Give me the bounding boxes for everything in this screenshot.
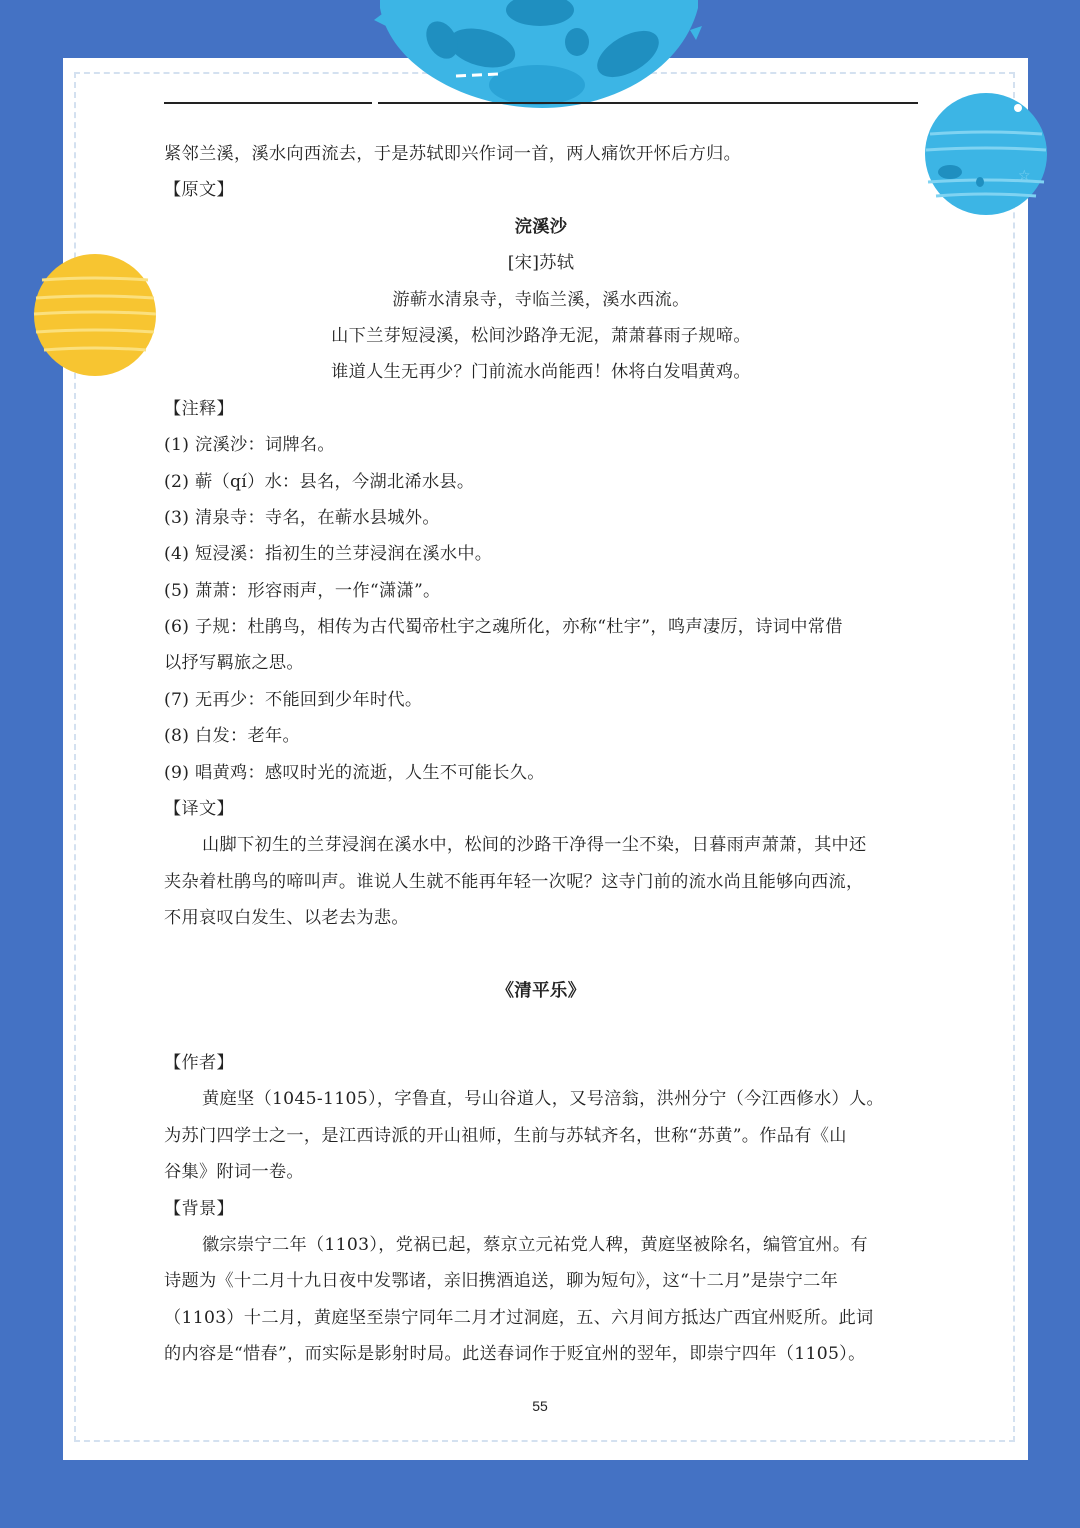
text-line: （1103）十二月，黄庭坚至崇宁同年二月才过洞庭，五、六月间方抵达广西宜州贬所。此词 <box>164 1307 874 1328</box>
yellow-planet-decoration <box>30 250 160 380</box>
blue-planet-decoration <box>922 90 1050 218</box>
text-line: 【作者】 <box>164 1052 234 1073</box>
text-line: (2) 蕲（qí）水：县名，今湖北浠水县。 <box>164 471 475 492</box>
header-rule-left <box>164 102 372 104</box>
header-rule-right <box>378 102 918 104</box>
text-line: 谷集》附词一卷。 <box>164 1162 304 1183</box>
text-line: (6) 子规：杜鹃鸟，相传为古代蜀帝杜宇之魂所化，亦称“杜宇”，鸣声凄厉，诗词中常借 <box>164 617 843 638</box>
text-line: [宋]苏轼 <box>507 253 575 274</box>
text-line: (1) 浣溪沙：词牌名。 <box>164 435 335 456</box>
text-line: 为苏门四学士之一，是江西诗派的开山祖师，生前与苏轼齐名，世称“苏黄”。作品有《山 <box>164 1125 847 1146</box>
text-line: 浣溪沙 <box>514 216 568 237</box>
text-line: (7) 无再少：不能回到少年时代。 <box>164 689 423 710</box>
huang-section <box>164 1045 918 1373</box>
text-line: 【译文】 <box>164 799 234 820</box>
text-line: (3) 清泉寺：寺名，在蕲水县城外。 <box>164 507 440 528</box>
section-title: 《清平乐》 <box>496 980 586 1001</box>
page-number: 55 <box>532 1398 548 1414</box>
text-line: 【背景】 <box>164 1198 234 1219</box>
text-line: 诗题为《十二月十九日夜中发鄂诸，亲旧携酒追送，聊为短句》，这“十二月”是崇宁二年 <box>164 1271 839 1292</box>
text-line: 夹杂着杜鹃鸟的啼叫声。谁说人生就不能再年轻一次呢？这寺门前的流水尚且能够向西流， <box>164 871 864 892</box>
text-line: 紧邻兰溪，溪水向西流去，于是苏轼即兴作词一首，两人痛饮开怀后方归。 <box>164 144 742 164</box>
svg-text:☆: ☆ <box>1018 168 1031 184</box>
sushi-section <box>164 136 918 937</box>
text-line: 【注释】 <box>164 398 234 419</box>
text-line: 谁道人生无再少？门前流水尚能西！休将白发唱黄鸡。 <box>331 362 751 383</box>
text-line: (5) 萧萧：形容雨声，一作“潇潇”。 <box>164 580 441 601</box>
text-line: 以抒写羁旅之思。 <box>164 653 304 674</box>
text-line: 山脚下初生的兰芽浸润在溪水中，松间的沙路干净得一尘不染，日暮雨声萧萧，其中还 <box>202 835 867 856</box>
top-moon-decoration <box>372 0 708 112</box>
text-line: (9) 唱黄鸡：感叹时光的流逝，人生不可能长久。 <box>164 762 545 783</box>
text-line: (8) 白发：老年。 <box>164 726 300 747</box>
text-line: 徽宗崇宁二年（1103），党祸已起，蔡京立元祐党人稗，黄庭坚被除名，编管宜州。有 <box>202 1234 868 1255</box>
text-line: 山下兰芽短浸溪，松间沙路净无泥，萧萧暮雨子规啼。 <box>331 325 751 346</box>
spacer <box>164 937 918 973</box>
text-line: (4) 短浸溪：指初生的兰芽浸润在溪水中。 <box>164 544 493 565</box>
main-text <box>164 136 918 1373</box>
spacer <box>164 1009 918 1045</box>
text-line: 游蕲水清泉寺，寺临兰溪，溪水西流。 <box>392 289 690 310</box>
text-line: 的内容是“惜春”，而实际是影射时局。此送春词作于贬宜州的翌年，即崇宁四年（1105）。 <box>164 1344 866 1365</box>
text-line: 不用哀叹白发生、以老去为悲。 <box>164 908 409 929</box>
text-line: 黄庭坚（1045-1105），字鲁直，号山谷道人，又号涪翁，洪州分宁（今江西修水）人。 <box>202 1089 884 1110</box>
text-line: 【原文】 <box>164 180 234 201</box>
